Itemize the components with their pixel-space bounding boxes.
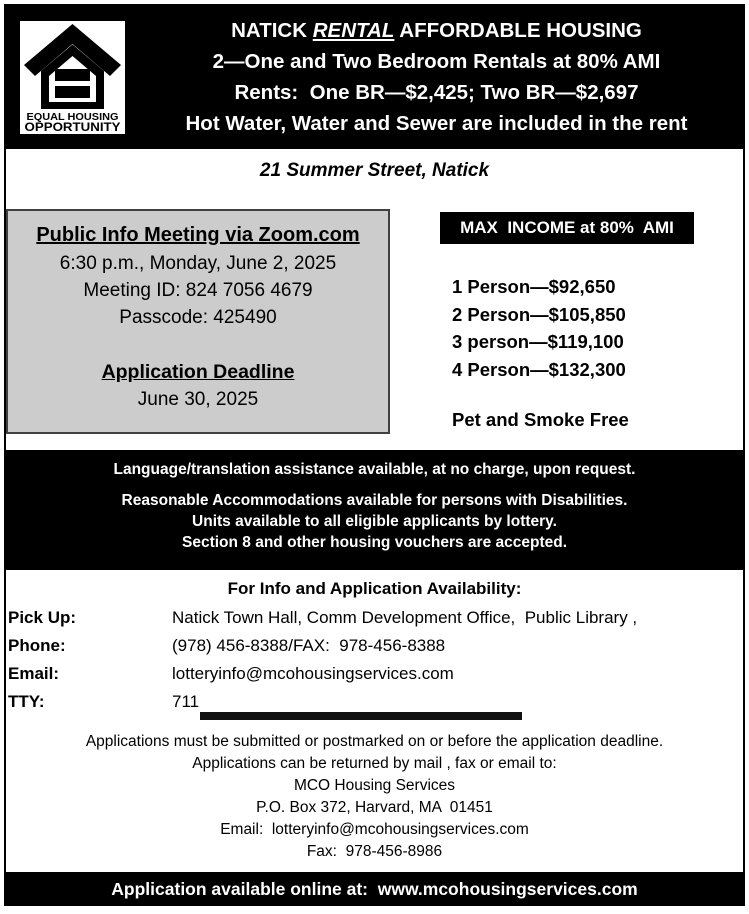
- header-title-block: [136, 4, 737, 149]
- equal-housing-opportunity-logo: [20, 21, 125, 134]
- income-row-1-person: 1 Person—$92,650: [452, 276, 616, 297]
- meeting-title: Public Info Meeting via Zoom.com: [36, 224, 360, 246]
- max-income-header: MAX INCOME at 80% AMI: [440, 212, 694, 244]
- meeting-datetime: 6:30 p.m., Monday, June 2, 2025: [59, 253, 337, 274]
- footer-online-application: Application available online at: www.mcohousingservices.com: [4, 872, 745, 906]
- contact-label: Pick Up:: [8, 608, 77, 627]
- submission-deadline-line: Applications must be submitted or postmarked on or before the application deadline.: [85, 733, 664, 750]
- header-title-line1: [136, 15, 737, 46]
- contact-row-email: [0, 660, 749, 688]
- submission-email: Email: lotteryinfo@mcohousingservices.com: [220, 821, 529, 838]
- contact-value: 711: [172, 692, 200, 711]
- header-banner: [4, 4, 745, 149]
- notice-language-assistance: Language/translation assistance available, at no charge, upon request.: [113, 461, 636, 478]
- submission-org-name: MCO Housing Services: [293, 777, 456, 794]
- submission-po-box: P.O. Box 372, Harvard, MA 01451: [256, 799, 493, 816]
- notice-reasonable-accommodations: Reasonable Accommodations available for persons with Disabilities.: [121, 492, 628, 509]
- meeting-id: Meeting ID: 824 7056 4679: [83, 280, 313, 301]
- contact-label: TTY:: [8, 692, 45, 711]
- meeting-passcode: Passcode: 425490: [119, 307, 277, 328]
- notice-lottery: Units available to all eligible applicants by lottery.: [192, 513, 557, 530]
- contact-value: Natick Town Hall, Comm Development Office, Public Library ,: [172, 608, 638, 627]
- header-title-line2: 2—One and Two Bedroom Rentals at 80% AMI: [212, 49, 661, 73]
- income-row-4-person: 4 Person—$132,300: [452, 358, 626, 380]
- header-title-line3: Rents: One BR—$2,425; Two BR—$2,697: [234, 80, 639, 104]
- contact-row-pickup: [0, 604, 749, 632]
- income-limit-list: [452, 273, 626, 383]
- notice-band: [4, 450, 745, 570]
- meeting-info-box: [6, 209, 390, 434]
- contact-rows: [0, 604, 749, 716]
- submission-return-methods: Applications can be returned by mail , fax or email to:: [192, 755, 557, 772]
- income-row-3-person: 3 person—$119,100: [452, 331, 624, 352]
- property-address: 21 Summer Street, Natick: [259, 160, 490, 181]
- header-title-line4: Hot Water, Water and Sewer are included in the rent: [185, 111, 688, 135]
- logo-text-line2: OPPORTUNITY: [24, 122, 121, 134]
- pet-smoke-free-note: Pet and Smoke Free: [452, 409, 629, 430]
- submission-instructions: [6, 731, 743, 863]
- contact-section-title: For Info and Application Availability:: [227, 579, 522, 598]
- contact-label: Email:: [8, 664, 60, 683]
- notice-section8: Section 8 and other housing vouchers are accepted.: [181, 534, 568, 551]
- application-deadline-title: Application Deadline: [101, 361, 295, 383]
- application-deadline-date: June 30, 2025: [137, 389, 259, 410]
- contact-value: (978) 456-8388/FAX: 978-456-8388: [172, 636, 446, 655]
- logo-text-line1: EQUAL HOUSING: [26, 111, 119, 123]
- submission-fax: Fax: 978-456-8986: [306, 843, 443, 860]
- income-row-2-person: 2 Person—$105,850: [452, 303, 626, 325]
- contact-row-phone: [0, 632, 749, 660]
- contact-label: Phone:: [8, 636, 66, 655]
- title-rental-emphasis: RENTAL: [312, 18, 395, 42]
- contact-value: lotteryinfo@mcohousingservices.com: [172, 664, 454, 683]
- title-prefix: NATICK: [231, 18, 313, 42]
- title-suffix: AFFORDABLE HOUSING: [394, 18, 642, 42]
- house-equal-icon: [20, 21, 125, 134]
- section-divider-bar: [200, 712, 522, 720]
